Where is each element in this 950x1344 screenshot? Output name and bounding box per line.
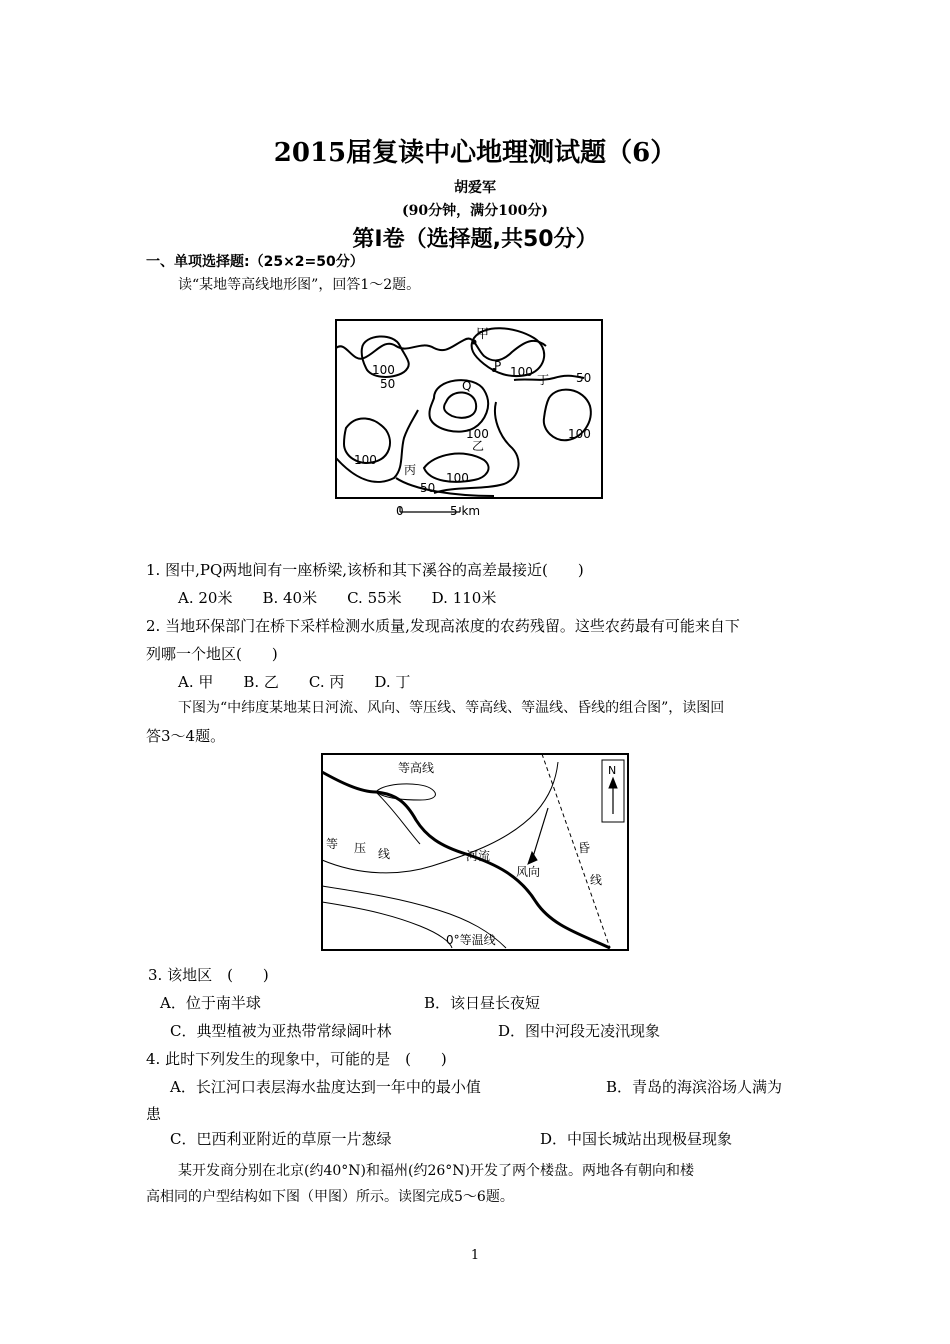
- intro-q5-6-cont: 高相同的户型结构如下图（甲图）所示。读图完成5～6题。: [146, 1189, 514, 1205]
- question-3-option-d: D．图中河段无凌汛现象: [498, 1022, 661, 1040]
- scale-zero: 0: [396, 504, 404, 518]
- contour-label-100: 100: [372, 363, 395, 377]
- section-heading: 一、单项选择题:（25×2=50分）: [146, 254, 364, 270]
- isobar-label-3: 线: [378, 847, 391, 861]
- time-info: (90分钟，满分100分): [402, 203, 548, 219]
- question-1-options: A. 20米 B. 40米 C. 55米 D. 110米: [178, 589, 497, 607]
- contour-label-50: 50: [420, 481, 436, 495]
- dusk-line-label-2: 线: [590, 873, 603, 887]
- contour-label-100: 100: [510, 365, 533, 379]
- label-bing: 丙: [404, 463, 417, 477]
- contour-label-100: 100: [568, 427, 591, 441]
- page-title: 2015届复读中心地理测试题（6）: [273, 138, 677, 168]
- intro-q5-6: 某开发商分别在北京(约40°N)和福州(约26°N)开发了两个楼盘。两地各有朝向和楼: [178, 1163, 694, 1179]
- page-number: 1: [470, 1248, 480, 1263]
- question-4-option-d: D．中国长城站出现极昼现象: [540, 1130, 733, 1148]
- question-2-cont: 列哪一个地区( ): [146, 645, 278, 663]
- question-4-option-c: C．巴西利亚附近的草原一片葱绿: [170, 1130, 392, 1148]
- label-yi: 乙: [472, 439, 485, 453]
- intro-q1-2: 读“某地等高线地形图”，回答1～2题。: [178, 277, 421, 293]
- contour-map: [334, 318, 606, 528]
- contour-label-50: 50: [576, 371, 592, 385]
- river-label: 河流: [466, 849, 491, 863]
- question-3: 3. 该地区 ( ): [148, 966, 269, 984]
- question-4-option-b: B．青岛的海滨浴场人满为: [606, 1078, 783, 1096]
- intro-q3-4: 下图为“中纬度某地某日河流、风向、等压线、等高线、等温线、昏线的组合图”，读图回: [178, 700, 725, 716]
- question-1: 1. 图中,PQ两地间有一座桥梁,该桥和其下溪谷的高差最接近( ): [146, 561, 584, 579]
- question-4-option-a: A．长江河口表层海水盐度达到一年中的最小值: [170, 1078, 481, 1096]
- contour-label-100: 100: [446, 471, 469, 485]
- wind-label: 风向: [516, 865, 541, 879]
- question-3-option-c: C．典型植被为亚热带常绿阔叶林: [170, 1022, 392, 1040]
- label-jia: 甲: [476, 327, 490, 342]
- volume-title: 第Ⅰ卷（选择题,共50分）: [352, 227, 598, 252]
- question-4: 4. 此时下列发生的现象中，可能的是 ( ): [146, 1050, 447, 1068]
- author: 胡爱军: [454, 180, 496, 196]
- north-label: N: [608, 764, 617, 777]
- label-p: P: [494, 359, 502, 373]
- contour-label-50: 50: [380, 377, 396, 391]
- dusk-line-label-1: 昏: [578, 841, 591, 855]
- isobar-label-2: 压: [354, 841, 367, 855]
- intro-q3-4-cont: 答3～4题。: [146, 727, 226, 745]
- contour-label-100: 100: [466, 427, 489, 441]
- isotherm-label: 0°等温线: [446, 933, 496, 947]
- scale-km: 5 km: [450, 504, 481, 518]
- label-q: Q: [462, 379, 472, 393]
- question-2-options: A. 甲 B. 乙 C. 丙 D. 丁: [178, 673, 411, 691]
- question-4-option-b-cont: 患: [146, 1105, 162, 1123]
- label-ding: 丁: [537, 373, 550, 387]
- question-3-option-b: B．该日昼长夜短: [424, 994, 541, 1012]
- question-3-option-a: A．位于南半球: [160, 994, 261, 1012]
- contour-line-label: 等高线: [398, 761, 435, 775]
- contour-label-100: 100: [354, 453, 377, 467]
- question-2: 2. 当地环保部门在桥下采样检测水质量,发现高浓度的农药残留。这些农药最有可能来自下: [146, 617, 740, 635]
- isobar-label-1: 等: [326, 837, 339, 851]
- combination-map: [320, 752, 632, 954]
